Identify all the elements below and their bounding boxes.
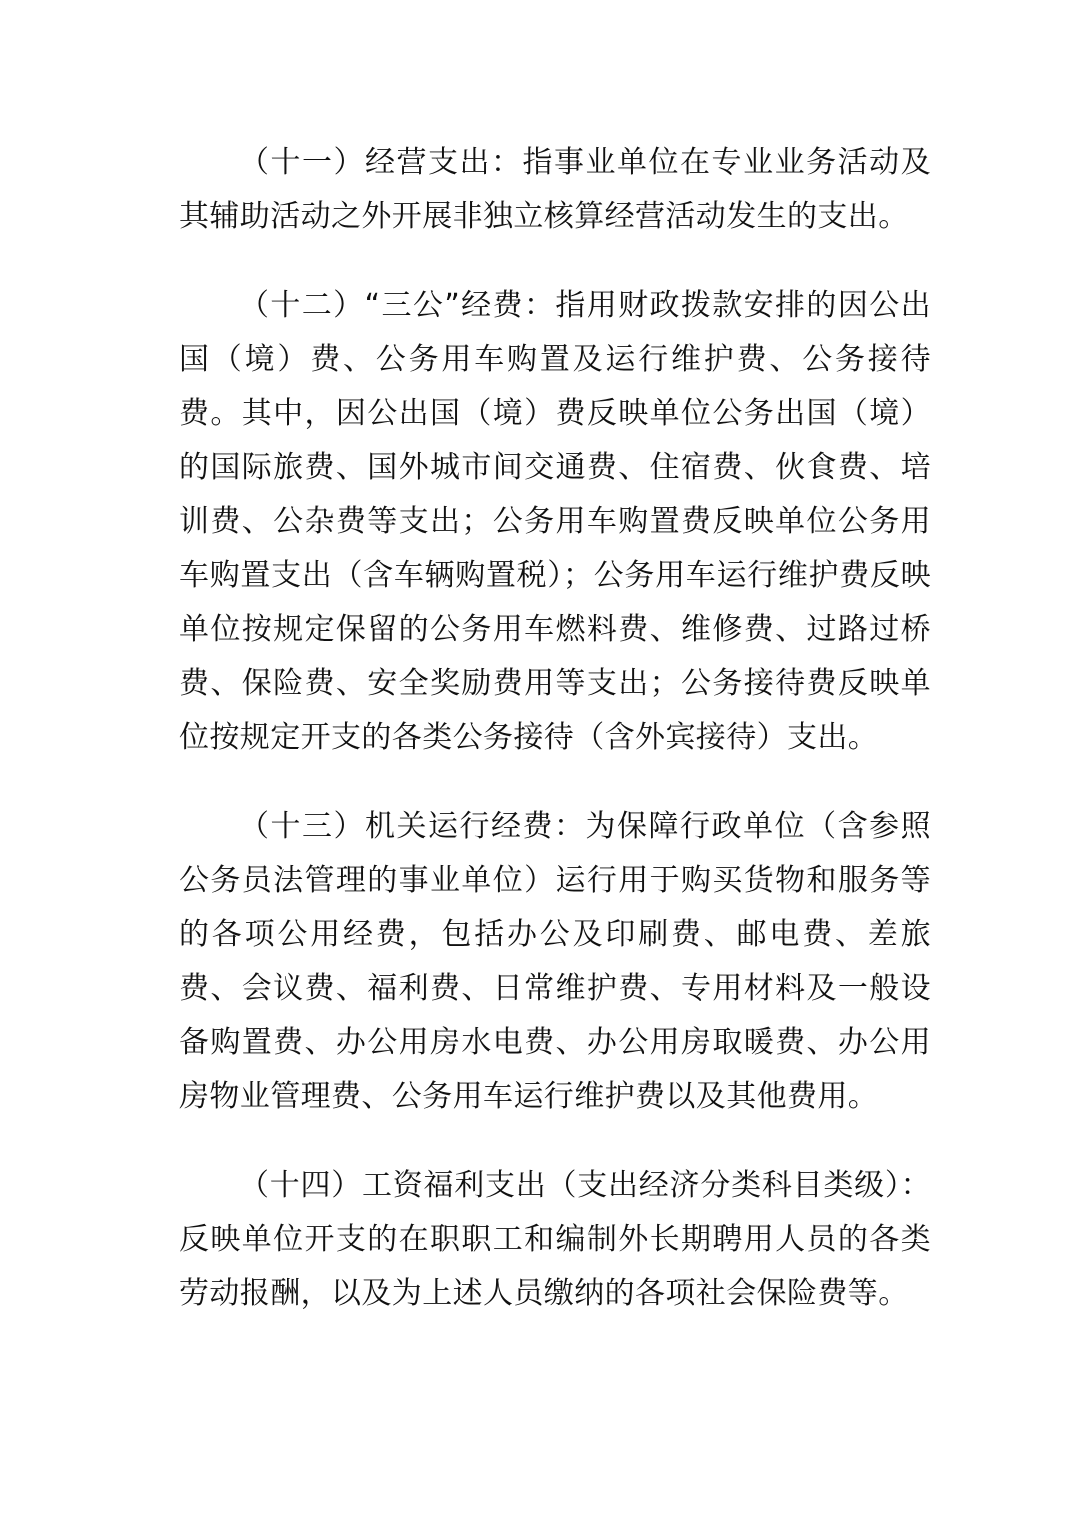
paragraph-12-three-public-expenses: （十二）“三公”经费：指用财政拨款安排的因公出国（境）费、公务用车购置及运行维护费、公务接待费。其中，因公出国（境）费反映单位公务出国（境）的国际旅费、国外城市间交通费、住宿费、伙食费、培训费、公杂费等支出；公务用车购置费反映单位公务用车购置支出（含车辆购置税）；公务用车运行维护费反映单位按规定保留的公务用车燃料费、维修费、过路过桥费、保险费、安全奖励费用等支出；公务接待费反映单位按规定开支的各类公务接待（含外宾接待）支出。 (179, 288, 931, 755)
paragraph-gap (179, 244, 931, 279)
document-body (179, 136, 931, 1321)
paragraph-14-wages-benefits: （十四）工资福利支出（支出经济分类科目类级）：反映单位开支的在职职工和编制外长期聘用人员的各类劳动报酬，以及为上述人员缴纳的各项社会保险费等。 (179, 1168, 931, 1311)
paragraph-11-operating-expenditure: （十一）经营支出：指事业单位在专业业务活动及其辅助活动之外开展非独立核算经营活动发生的支出。 (179, 145, 931, 234)
paragraph-13-agency-operating-funds: （十三）机关运行经费：为保障行政单位（含参照公务员法管理的事业单位）运行用于购买货物和服务等的各项公用经费，包括办公及印刷费、邮电费、差旅费、会议费、福利费、日常维护费、专用材料及一般设备购置费、办公用房水电费、办公用房取暖费、办公用房物业管理费、公务用车运行维护费以及其他费用。 (179, 809, 931, 1114)
paragraph-gap (179, 1124, 931, 1159)
paragraph-gap (179, 765, 931, 800)
